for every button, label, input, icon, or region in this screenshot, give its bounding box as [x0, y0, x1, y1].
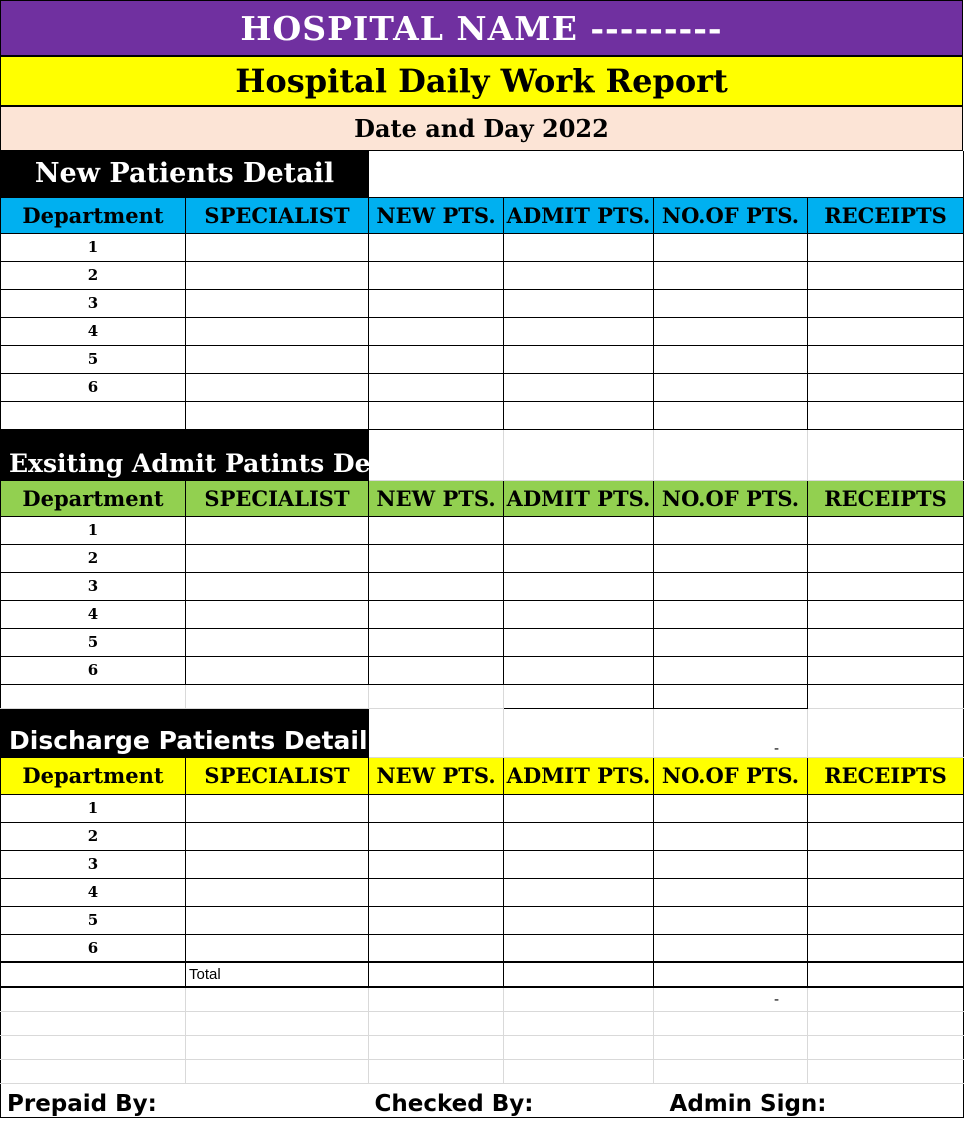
cell[interactable]	[654, 850, 808, 878]
table-row	[1, 373, 964, 401]
new-section-title-row	[1, 151, 964, 197]
cell[interactable]	[186, 987, 369, 1011]
cell[interactable]	[504, 962, 654, 987]
row-number: 2	[1, 261, 186, 289]
blank-cell	[504, 708, 654, 757]
table-row	[1, 544, 964, 572]
table-row	[1, 289, 964, 317]
cell[interactable]	[654, 600, 808, 628]
existing-header-row	[1, 480, 964, 516]
row-number: 3	[1, 572, 186, 600]
total-label: Total	[186, 962, 369, 987]
cell[interactable]	[186, 794, 369, 822]
cell[interactable]	[186, 822, 369, 850]
cell[interactable]	[654, 962, 808, 987]
cell[interactable]	[186, 289, 369, 317]
cell[interactable]	[369, 1035, 504, 1059]
table-row	[1, 401, 964, 429]
cell[interactable]	[504, 906, 654, 934]
cell[interactable]	[654, 345, 808, 373]
cell[interactable]	[654, 1011, 808, 1035]
table-row	[1, 233, 964, 261]
new-section-title: New Patients Detail	[1, 151, 369, 197]
col-admit-pts: ADMIT PTS.	[504, 480, 654, 516]
blank-cell	[654, 429, 808, 480]
total-row	[1, 962, 964, 987]
new-header-row	[1, 197, 964, 233]
row-number: 5	[1, 628, 186, 656]
cell[interactable]	[808, 822, 964, 850]
cell[interactable]	[369, 628, 504, 656]
cell[interactable]	[186, 1011, 369, 1035]
table-row	[1, 934, 964, 962]
cell[interactable]	[369, 822, 504, 850]
table-row	[1, 516, 964, 544]
cell[interactable]	[654, 289, 808, 317]
col-no-of-pts: NO.OF PTS.	[654, 480, 808, 516]
cell[interactable]	[654, 934, 808, 962]
hospital-name: HOSPITAL NAME ---------	[240, 8, 723, 48]
cell[interactable]	[369, 962, 504, 987]
discharge-header-row	[1, 757, 964, 794]
col-new-pts: NEW PTS.	[369, 197, 504, 233]
cell[interactable]	[654, 822, 808, 850]
cell[interactable]	[504, 934, 654, 962]
col-receipts: RECEIPTS	[808, 480, 964, 516]
cell[interactable]	[504, 684, 654, 708]
col-admit-pts: ADMIT PTS.	[504, 757, 654, 794]
cell[interactable]	[369, 987, 504, 1011]
checked-by-label: Checked By:	[369, 1083, 654, 1117]
col-specialist: SPECIALIST	[186, 757, 369, 794]
col-department: Department	[1, 757, 186, 794]
cell[interactable]	[369, 794, 504, 822]
cell[interactable]	[186, 906, 369, 934]
cell[interactable]	[369, 373, 504, 401]
cell[interactable]	[504, 794, 654, 822]
blank-row	[1, 987, 964, 1011]
table-row	[1, 317, 964, 345]
row-number: 5	[1, 906, 186, 934]
report-grid	[0, 151, 964, 1118]
cell[interactable]	[808, 401, 964, 429]
row-number: 6	[1, 373, 186, 401]
cell[interactable]	[504, 987, 654, 1011]
cell[interactable]	[808, 962, 964, 987]
report-title-banner	[0, 56, 963, 106]
cell[interactable]	[369, 544, 504, 572]
existing-section-title: Exsiting Admit Patints Detail	[1, 429, 369, 480]
table-row	[1, 850, 964, 878]
cell[interactable]	[186, 572, 369, 600]
cell[interactable]	[654, 1059, 808, 1083]
cell[interactable]	[654, 656, 808, 684]
cell[interactable]	[186, 401, 369, 429]
table-row	[1, 822, 964, 850]
table-row	[1, 684, 964, 708]
cell[interactable]	[504, 289, 654, 317]
row-number: 6	[1, 656, 186, 684]
cell[interactable]	[186, 233, 369, 261]
cell[interactable]	[369, 572, 504, 600]
cell[interactable]	[369, 906, 504, 934]
cell[interactable]	[504, 544, 654, 572]
cell[interactable]	[186, 878, 369, 906]
col-receipts: RECEIPTS	[808, 197, 964, 233]
cell[interactable]	[369, 289, 504, 317]
cell[interactable]	[504, 822, 654, 850]
cell[interactable]	[654, 401, 808, 429]
row-number: 3	[1, 850, 186, 878]
col-no-of-pts: NO.OF PTS.	[654, 757, 808, 794]
hospital-name-banner	[0, 0, 963, 56]
blank-row	[1, 1059, 964, 1083]
row-number: 1	[1, 233, 186, 261]
cell[interactable]	[654, 906, 808, 934]
cell[interactable]	[369, 656, 504, 684]
col-no-of-pts: NO.OF PTS.	[654, 197, 808, 233]
cell[interactable]	[1, 1059, 186, 1083]
col-department: Department	[1, 197, 186, 233]
cell[interactable]	[808, 317, 964, 345]
row-number: 2	[1, 544, 186, 572]
cell[interactable]	[1, 962, 186, 987]
cell[interactable]	[1, 401, 186, 429]
cell[interactable]	[654, 1035, 808, 1059]
col-specialist: SPECIALIST	[186, 197, 369, 233]
cell[interactable]	[654, 516, 808, 544]
col-receipts: RECEIPTS	[808, 757, 964, 794]
cell[interactable]	[808, 373, 964, 401]
cell[interactable]	[654, 317, 808, 345]
cell[interactable]	[1, 1011, 186, 1035]
cell[interactable]	[808, 628, 964, 656]
cell[interactable]	[504, 878, 654, 906]
col-new-pts: NEW PTS.	[369, 757, 504, 794]
col-specialist: SPECIALIST	[186, 480, 369, 516]
cell[interactable]	[808, 1035, 964, 1059]
cell[interactable]	[504, 516, 654, 544]
cell[interactable]	[808, 516, 964, 544]
cell[interactable]	[504, 233, 654, 261]
row-number: 2	[1, 822, 186, 850]
dash-mark: -	[654, 708, 808, 757]
existing-section-title-row	[1, 429, 964, 480]
cell[interactable]	[808, 572, 964, 600]
cell[interactable]	[654, 544, 808, 572]
cell[interactable]	[504, 600, 654, 628]
cell[interactable]	[504, 850, 654, 878]
cell[interactable]	[654, 233, 808, 261]
blank-cell	[808, 708, 964, 757]
table-row	[1, 794, 964, 822]
cell[interactable]	[504, 1011, 654, 1035]
cell[interactable]	[369, 850, 504, 878]
signature-row	[1, 1083, 964, 1117]
cell[interactable]	[186, 317, 369, 345]
cell[interactable]	[654, 261, 808, 289]
cell[interactable]	[654, 373, 808, 401]
cell[interactable]	[808, 345, 964, 373]
cell[interactable]	[1, 1035, 186, 1059]
cell[interactable]	[369, 317, 504, 345]
cell[interactable]	[808, 233, 964, 261]
cell[interactable]	[186, 934, 369, 962]
cell[interactable]	[1, 684, 186, 708]
cell[interactable]	[808, 878, 964, 906]
cell[interactable]	[186, 1059, 369, 1083]
cell[interactable]	[504, 1059, 654, 1083]
cell[interactable]	[504, 572, 654, 600]
cell[interactable]	[369, 261, 504, 289]
cell[interactable]	[504, 373, 654, 401]
cell[interactable]	[654, 572, 808, 600]
cell[interactable]	[808, 934, 964, 962]
date-banner	[0, 106, 963, 151]
date-line: Date and Day 2022	[354, 114, 609, 143]
cell[interactable]	[1, 987, 186, 1011]
cell[interactable]	[369, 1011, 504, 1035]
cell[interactable]	[808, 600, 964, 628]
cell[interactable]	[808, 656, 964, 684]
cell[interactable]	[504, 317, 654, 345]
cell[interactable]	[186, 373, 369, 401]
row-number: 1	[1, 794, 186, 822]
cell[interactable]	[369, 934, 504, 962]
table-row	[1, 261, 964, 289]
discharge-section-title-row	[1, 708, 964, 757]
cell[interactable]	[808, 684, 964, 708]
cell[interactable]	[369, 600, 504, 628]
row-number: 4	[1, 600, 186, 628]
cell[interactable]	[808, 906, 964, 934]
table-row	[1, 600, 964, 628]
cell[interactable]	[186, 1035, 369, 1059]
blank-row	[1, 1011, 964, 1035]
row-number: 5	[1, 345, 186, 373]
cell[interactable]	[654, 878, 808, 906]
row-number: 6	[1, 934, 186, 962]
cell[interactable]	[186, 261, 369, 289]
cell[interactable]	[186, 345, 369, 373]
cell[interactable]	[654, 684, 808, 708]
cell[interactable]	[808, 1011, 964, 1035]
table-row	[1, 906, 964, 934]
cell[interactable]	[369, 684, 504, 708]
table-row	[1, 345, 964, 373]
cell[interactable]	[186, 600, 369, 628]
cell[interactable]	[186, 850, 369, 878]
dash-mark: -	[654, 987, 808, 1011]
blank-cell	[504, 429, 654, 480]
blank-cell	[369, 708, 504, 757]
table-row	[1, 572, 964, 600]
cell[interactable]	[369, 233, 504, 261]
col-new-pts: NEW PTS.	[369, 480, 504, 516]
cell[interactable]	[808, 1059, 964, 1083]
cell[interactable]	[186, 516, 369, 544]
cell[interactable]	[808, 987, 964, 1011]
cell[interactable]	[654, 794, 808, 822]
cell[interactable]	[504, 1035, 654, 1059]
cell[interactable]	[808, 850, 964, 878]
blank-cell	[808, 429, 964, 480]
row-number: 4	[1, 878, 186, 906]
row-number: 1	[1, 516, 186, 544]
cell[interactable]	[369, 516, 504, 544]
admin-sign-label: Admin Sign:	[654, 1083, 964, 1117]
cell[interactable]	[654, 628, 808, 656]
cell[interactable]	[369, 1059, 504, 1083]
cell[interactable]	[808, 544, 964, 572]
cell[interactable]	[504, 656, 654, 684]
col-department: Department	[1, 480, 186, 516]
col-admit-pts: ADMIT PTS.	[504, 197, 654, 233]
cell[interactable]	[504, 345, 654, 373]
cell[interactable]	[369, 401, 504, 429]
prepaid-by-label: Prepaid By:	[1, 1083, 369, 1117]
table-row	[1, 878, 964, 906]
report-title: Hospital Daily Work Report	[235, 62, 728, 100]
table-row	[1, 656, 964, 684]
cell[interactable]	[808, 794, 964, 822]
cell[interactable]	[186, 628, 369, 656]
cell[interactable]	[369, 878, 504, 906]
row-number: 3	[1, 289, 186, 317]
cell[interactable]	[808, 261, 964, 289]
cell[interactable]	[808, 289, 964, 317]
cell[interactable]	[504, 261, 654, 289]
blank-cell	[369, 151, 964, 197]
cell[interactable]	[186, 684, 369, 708]
cell[interactable]	[504, 401, 654, 429]
cell[interactable]	[369, 345, 504, 373]
cell[interactable]	[186, 656, 369, 684]
row-number: 4	[1, 317, 186, 345]
blank-row	[1, 1035, 964, 1059]
cell[interactable]	[504, 628, 654, 656]
cell[interactable]	[186, 544, 369, 572]
discharge-section-title: Discharge Patients Detail	[1, 708, 369, 757]
table-row	[1, 628, 964, 656]
